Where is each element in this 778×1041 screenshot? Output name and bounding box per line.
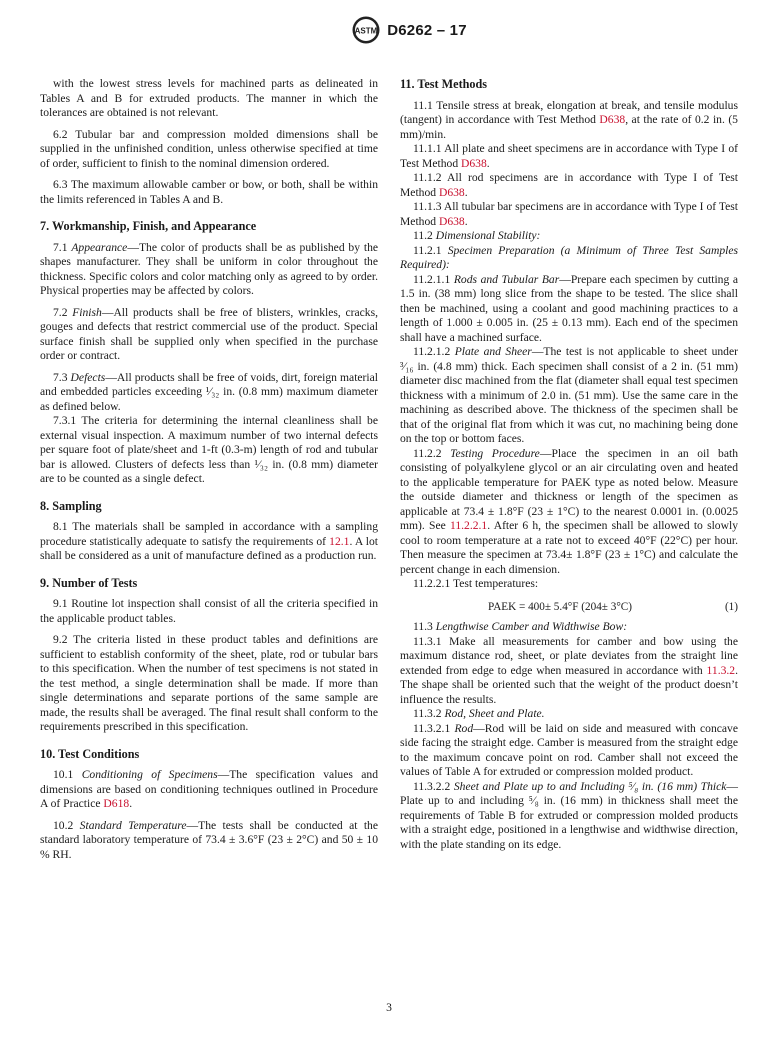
paragraph-6-3: 6.3 The maximum allowable camber or bow, or both, shall be within the limits referenced in Tables A and B. <box>40 178 378 206</box>
link-d638[interactable]: D638 <box>438 185 465 199</box>
left-column <box>40 77 378 869</box>
equation-number: (1) <box>724 600 738 613</box>
paragraph-11-3-1: 11.3.1 Make all measurements for camber and bow using the maximum distance rod, sheet, or plate deviates from the straight line extended from edge to edge when measured in accordance with 11.3.2. The shape shall be oriented such that the weight of the product doesn’t influence the results. <box>400 634 738 706</box>
paragraph-11-3: 11.3 Lengthwise Camber and Widthwise Bow: <box>413 620 628 633</box>
logo-text: ASTM <box>354 26 378 36</box>
link-12-1[interactable]: 12.1 <box>329 534 350 548</box>
paragraph-11-1: 11.1 Tensile stress at break, elongation at break, and tensile modulus (tangent) in accordance with Test Method D638, at the rate of 0.2 in. (5 mm)/min. <box>400 98 738 141</box>
section-heading-9: 9. Number of Tests <box>40 575 138 590</box>
right-column <box>400 77 738 852</box>
paragraph-11-2-2: 11.2.2 Testing Procedure—Place the specimen in an oil bath consisting of polyalkylene glycol or an air circulating oven and heated to the applicable temperature for PAEK type as noted below. Measure the outside diameter and thickness or length of the specimen as applicable at 73.4 ± 1.8°F (23 ± 1°C) to the nearest 0.0001 in. (0.0025 mm). See 11.2.2.1. After 6 h, the specimen shall be allowed to slowly cool to room temperature at a rate not to exceed 40°F (22°C) per hour. Then measure the specimen at 73.4± 1.8°F (23 ± 1°C) and calculate the percent change in each dimension. <box>400 446 739 576</box>
section-heading-7: 7. Workmanship, Finish, and Appearance <box>40 219 257 233</box>
paragraph-9-1: 9.1 Routine lot inspection shall consist of all the criteria specified in the applicable product tables. <box>40 597 378 625</box>
standard-designation: D6262 – 17 <box>387 21 467 39</box>
link-11-2-2-1[interactable]: 11.2.2.1 <box>449 519 488 532</box>
paragraph-11-3-2-1: 11.3.2.1 Rod—Rod will be laid on side and measured with concave side facing the straight edge. Camber is measured from the straight edge to the maximum concave point on rod. Camber shall not exceed the values of Table A for extruded or compression molded product. <box>400 721 739 778</box>
link-d638[interactable]: D638 <box>461 156 487 170</box>
paragraph-11-2-1: 11.2.1 Specimen Preparation (a Minimum of Three Test Samples Required): <box>400 243 738 271</box>
paragraph-11-2-2-1: 11.2.2.1 Test temperatures: <box>413 577 539 590</box>
equation-text: PAEK = 400± 5.4°F (204± 3°C) <box>488 600 632 613</box>
page-number: 3 <box>386 1001 392 1014</box>
paragraph-7-3: 7.3 Defects—All products shall be free of voids, dirt, foreign material and embedded particles exceeding ¹⁄₃₂ in. (0.8 mm) maximum diameter as defined below. <box>40 370 379 413</box>
link-11-3-2[interactable]: 11.3.2 <box>706 663 736 677</box>
paragraph-continued: with the lowest stress levels for machined parts as delineated in Tables A and B for extruded products. The manner in which the tolerances are obtained is not relevant. <box>40 77 378 119</box>
link-d618[interactable]: D618 <box>103 797 130 810</box>
paragraph-11-3-2-2: 11.3.2.2 Sheet and Plate up to and Including ⁵⁄₈ in. (16 mm) Thick—Plate up to and including ⁵⁄₈ in. (16 mm) in thickness shall meet the requirements of Table B for extruded or compression molded products with a straight edge, positioned in a lengthwise and widthwise direction, with the plate standing on its edge. <box>400 779 739 851</box>
paragraph-7-2: 7.2 Finish—All products shall be free of blisters, wrinkles, cracks, gouges and defects that restrict commercial use of the product. Special surface finish shall be supplied only when specified in the purchase order or contract. <box>40 305 379 362</box>
paragraph-8-1: 8.1 The materials shall be sampled in accordance with a sampling procedure statistically adequate to satisfy the requirements of 12.1. A lot shall be considered as a unit of manufacture defined as a production run. <box>40 520 378 562</box>
astm-logo-icon <box>351 15 381 45</box>
paragraph-9-2: 9.2 The criteria listed in these product tables and definitions are sufficient to establish conformity of the sheet, plate, rod or tubular bars to this specification. When the number of test specimens is not stated in the test method, a single determination shall be made. If more than single determinations and separate portions of the same sample are made, the results shall be averaged. The final result shall conform to the requirements prescribed in this specification. <box>40 633 378 733</box>
section-heading-8: 8. Sampling <box>40 498 102 513</box>
paragraph-10-2: 10.2 Standard Temperature—The tests shall be conducted at the standard laboratory temperature of 73.4 ± 3.6°F (23 ± 2°C) and 50 ± 10 % RH. <box>40 818 379 861</box>
paragraph-7-1: 7.1 Appearance—The color of products shall be as published by the shapes manufacturer. They shall be uniform in color throughout the thickness. Specific colors and color matching only as agreed to by order. Physical properties may be affected by colors. <box>40 240 379 297</box>
section-heading-11: 11. Test Methods <box>400 77 488 91</box>
paragraph-6-2: 6.2 Tubular bar and compression molded dimensions shall be supplied in the unfinished condition, unless otherwise specified at time of order, sufficient to finish to the nominal dimension ordered. <box>40 127 378 170</box>
page-header <box>0 10 778 50</box>
paragraph-11-3-2: 11.3.2 Rod, Sheet and Plate. <box>413 707 545 720</box>
link-d638[interactable]: D638 <box>599 113 626 126</box>
paragraph-11-1-3: 11.1.3 All tubular bar specimens are in accordance with Type I of Test Method D638. <box>400 200 738 228</box>
paragraph-11-2-1-2: 11.2.1.2 Plate and Sheer—The test is not applicable to sheet under ³⁄₁₆ in. (4.8 mm) thick. Each specimen shall consist of a 2 in. (51 mm) diameter disc machined from the flat (diameter shall equal test specimen thickness with a minimum of 2.0 in. (51 mm). Use the same care in the machining as described above. The thickness of the specimen shall be that of the original flat from which it was cut, no machining being done on the top or bottom faces. <box>400 345 738 445</box>
paragraph-11-2-1-1: 11.2.1.1 Rods and Tubular Bar—Prepare each specimen by cutting a 1.5 in. (38 mm) long slice from the shape to be tested. The slice shall then be machined, using a coolant and good machining practices to a length of 1.000 ± 0.005 in. (25 ± 0.13 mm). Each end of the specimen shall have a machined surface. <box>400 272 738 344</box>
section-heading-10: 10. Test Conditions <box>40 746 140 761</box>
paragraph-7-3-1: 7.3.1 The criteria for determining the internal cleanliness shall be external visual inspection. A maximum number of two internal defects per square foot of plate/sheet and 1-ft (0.3-m) length of rod and tubular bar is allowed. Clusters of defects less than ¹⁄₃₂ in. (0.8 mm) diameter are to be counted as a single defect. <box>40 414 378 485</box>
paragraph-11-1-1: 11.1.1 All plate and sheet specimens are in accordance with Type I of Test Method D638. <box>400 142 738 170</box>
paragraph-10-1: 10.1 Conditioning of Specimens—The specification values and dimensions are based on conditioning techniques outlined in Procedure A of Practice D618. <box>40 768 379 810</box>
equation-1 <box>400 600 738 615</box>
paragraph-11-1-2: 11.1.2 All rod specimens are in accordance with Type I of Test Method D638. <box>400 171 738 199</box>
paragraph-11-2: 11.2 Dimensional Stability: <box>413 229 541 242</box>
link-d638[interactable]: D638 <box>438 214 465 228</box>
